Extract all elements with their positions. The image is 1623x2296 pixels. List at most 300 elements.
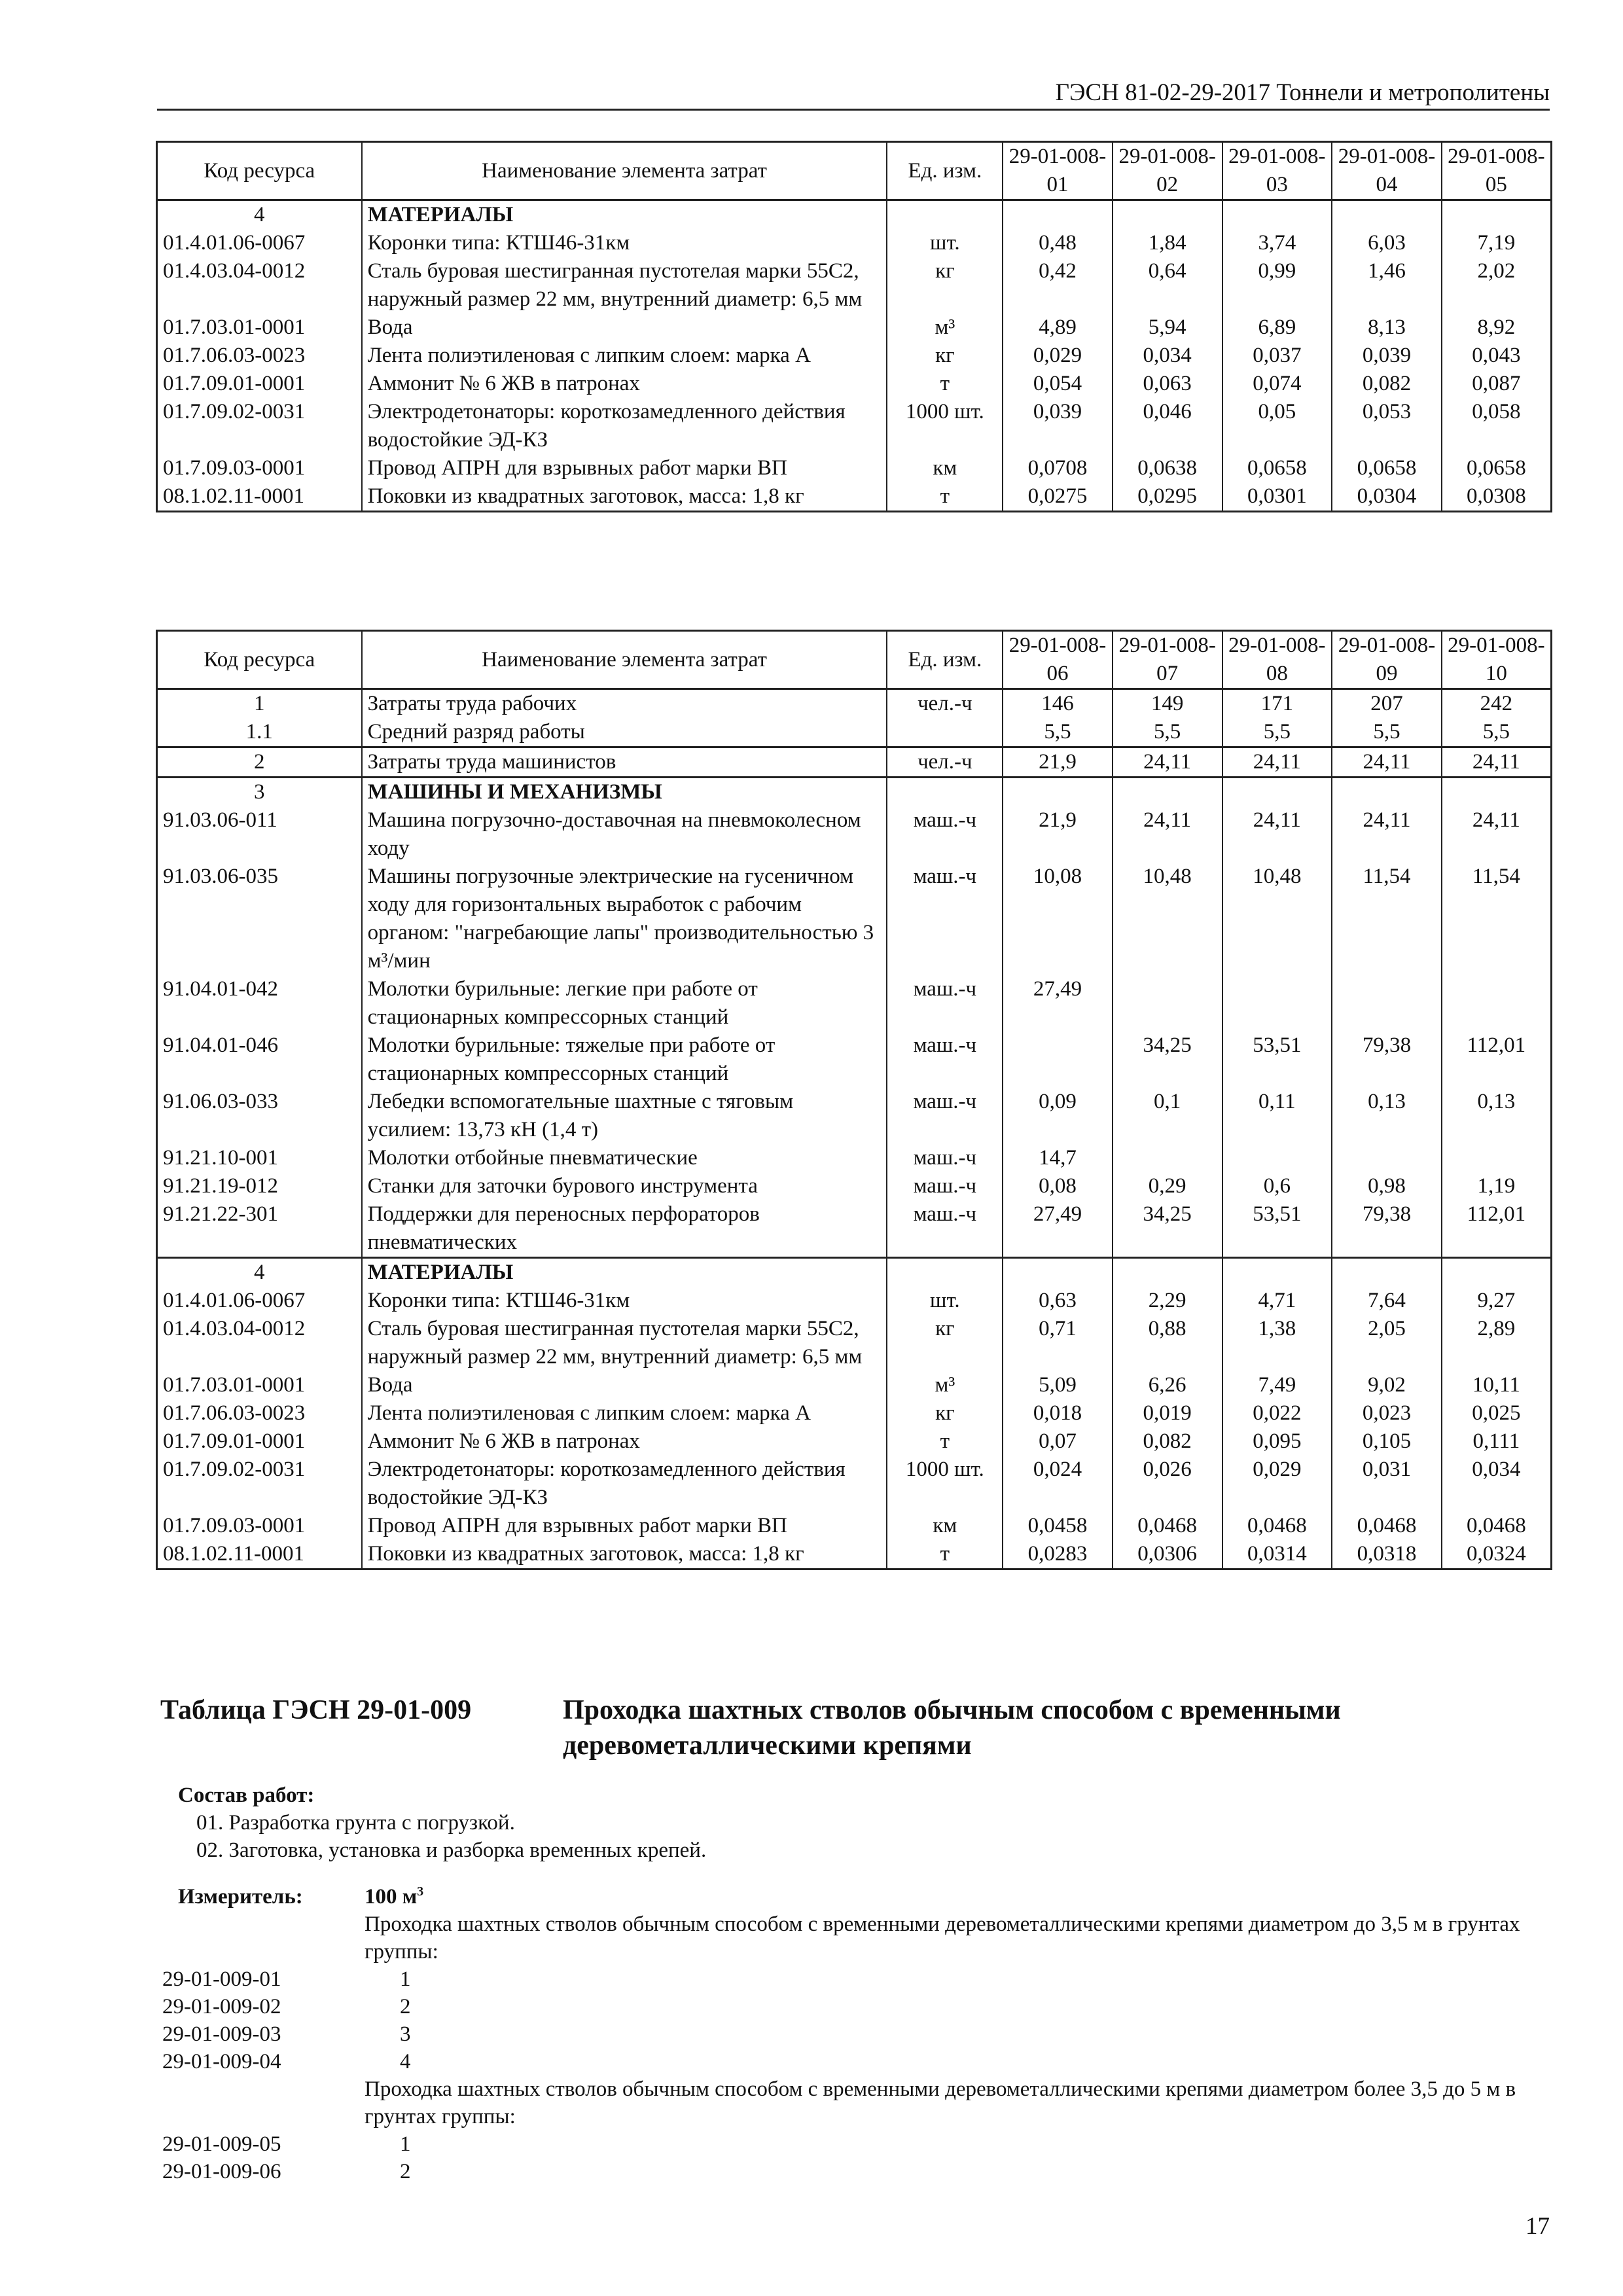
table-row: [157, 1315, 1552, 1371]
resource-unit: м³: [887, 1371, 1003, 1399]
resource-code: 01.7.09.01-0001: [157, 370, 362, 398]
norm-value: [1113, 200, 1222, 230]
resource-name: Аммонит № 6 ЖВ в патронах: [362, 370, 887, 398]
norm-value: 4,71: [1222, 1287, 1332, 1315]
norm-value: 1,84: [1113, 229, 1222, 257]
resource-name: Вода: [362, 1371, 887, 1399]
table-row: [157, 1200, 1552, 1258]
norm-value: 21,9: [1003, 747, 1113, 778]
norm-value: 10,11: [1442, 1371, 1552, 1399]
resource-name: Электродетонаторы: короткозамедленного действия водостойкие ЭД-КЗ: [362, 398, 887, 454]
table-row: [157, 229, 1552, 257]
measure-label: Измеритель:: [178, 1885, 303, 1909]
resource-code: 01.4.01.06-0067: [157, 229, 362, 257]
norm-value: 0,054: [1003, 370, 1113, 398]
norm-value: 0,0308: [1442, 482, 1552, 512]
resource-code: 91.21.19-012: [157, 1172, 362, 1200]
resource-unit: маш.-ч: [887, 1088, 1003, 1144]
norm-value: 0,026: [1113, 1456, 1222, 1512]
norm-value: 0,0468: [1113, 1512, 1222, 1540]
norm-value: 0,0658: [1222, 454, 1332, 482]
resource-name: Коронки типа: КТШ46-31км: [362, 1287, 887, 1315]
resource-unit: маш.-ч: [887, 1200, 1003, 1258]
resource-unit: кг: [887, 1399, 1003, 1427]
norm-value: [1113, 1144, 1222, 1172]
norm-value: 242: [1442, 689, 1552, 719]
table-header-row: [157, 142, 1552, 200]
norm-value: [1003, 1258, 1113, 1287]
resource-code: 01.7.09.03-0001: [157, 1512, 362, 1540]
norm-value: 0,08: [1003, 1172, 1113, 1200]
norm-value: 0,63: [1003, 1287, 1113, 1315]
resource-code: 91.21.22-301: [157, 1200, 362, 1258]
norm-value: 34,25: [1113, 1031, 1222, 1088]
resource-code: 91.04.01-046: [157, 1031, 362, 1088]
norm-value: 27,49: [1003, 975, 1113, 1031]
norm-value: 79,38: [1332, 1200, 1442, 1258]
norm-value: 207: [1332, 689, 1442, 719]
norm-value: 24,11: [1442, 806, 1552, 863]
norm-value: 0,0658: [1442, 454, 1552, 482]
norm-value: 0,0301: [1222, 482, 1332, 512]
norm-code: 29-01-009-04: [162, 2050, 281, 2073]
resource-unit: маш.-ч: [887, 806, 1003, 863]
norm-value: 0,111: [1442, 1427, 1552, 1456]
table-row: [157, 1088, 1552, 1144]
norm-value: 0,063: [1113, 370, 1222, 398]
resource-code: 01.4.03.04-0012: [157, 1315, 362, 1371]
page-number: 17: [1525, 2213, 1550, 2240]
norm-value: [1332, 200, 1442, 230]
norm-value: 0,07: [1003, 1427, 1113, 1456]
norm-value: 2,29: [1113, 1287, 1222, 1315]
norm-value: 1,38: [1222, 1315, 1332, 1371]
norm-value: [1332, 1258, 1442, 1287]
resource-name: МАТЕРИАЛЫ: [362, 200, 887, 230]
col-norm-header: 29-01-008-08: [1222, 631, 1332, 689]
resource-name: Поддержки для переносных перфораторов пневматических: [362, 1200, 887, 1258]
table-row: [157, 1512, 1552, 1540]
resource-name: Лебедки вспомогательные шахтные с тяговым усилием: 13,73 кН (1,4 т): [362, 1088, 887, 1144]
norm-value: [1113, 975, 1222, 1031]
col-norm-header: 29-01-008-02: [1113, 142, 1222, 200]
resource-name: Поковки из квадратных заготовок, масса: 1,8 кг: [362, 1540, 887, 1570]
norm-value: 0,11: [1222, 1088, 1332, 1144]
norm-value: 0,082: [1113, 1427, 1222, 1456]
resource-unit: кг: [887, 342, 1003, 370]
col-name-header: Наименование элемента затрат: [362, 631, 887, 689]
norm-value: 5,5: [1442, 718, 1552, 747]
table-row: [157, 1540, 1552, 1570]
soil-group: 1: [400, 2132, 411, 2156]
norm-value: 9,27: [1442, 1287, 1552, 1315]
table-title-text: Проходка шахтных стволов обычным способом с временными деревометаллическими крепями: [563, 1695, 1341, 1761]
norm-value: 24,11: [1222, 747, 1332, 778]
norm-value: 9,02: [1332, 1371, 1442, 1399]
norm-value: 7,49: [1222, 1371, 1332, 1399]
resource-name: Электродетонаторы: короткозамедленного действия водостойкие ЭД-КЗ: [362, 1456, 887, 1512]
resource-unit: [887, 718, 1003, 747]
norm-value: 0,058: [1442, 398, 1552, 454]
norm-value: [1222, 778, 1332, 807]
resource-unit: т: [887, 1540, 1003, 1570]
norm-value: 0,095: [1222, 1427, 1332, 1456]
norm-value: 0,037: [1222, 342, 1332, 370]
table-row: [157, 398, 1552, 454]
norm-value: 0,0658: [1332, 454, 1442, 482]
table-row: [157, 747, 1552, 778]
resource-table-1: [156, 141, 1552, 512]
norm-value: 0,0295: [1113, 482, 1222, 512]
norm-value: 24,11: [1442, 747, 1552, 778]
norm-value: 1,46: [1332, 257, 1442, 314]
norm-value: 6,26: [1113, 1371, 1222, 1399]
norm-value: 0,0275: [1003, 482, 1113, 512]
table-row: [157, 314, 1552, 342]
norm-value: 21,9: [1003, 806, 1113, 863]
norm-value: 0,082: [1332, 370, 1442, 398]
resource-name: Молотки отбойные пневматические: [362, 1144, 887, 1172]
norm-value: 0,046: [1113, 398, 1222, 454]
resource-code: 4: [157, 200, 362, 230]
table-row: [157, 1427, 1552, 1456]
norm-value: 6,03: [1332, 229, 1442, 257]
norm-code: 29-01-009-05: [162, 2132, 281, 2156]
norm-value: 53,51: [1222, 1031, 1332, 1088]
norm-value: 112,01: [1442, 1031, 1552, 1088]
measure-description: Проходка шахтных стволов обычным способом с временными деревометаллическими крепями диаметром до 3,5 м в грунтах группы:: [365, 1912, 1520, 1964]
norm-value: 10,48: [1222, 863, 1332, 975]
norm-value: 3,74: [1222, 229, 1332, 257]
resource-code: 1.1: [157, 718, 362, 747]
norm-value: 0,074: [1222, 370, 1332, 398]
resource-name: Коронки типа: КТШ46-31км: [362, 229, 887, 257]
norm-value: 5,94: [1113, 314, 1222, 342]
table-row: [157, 1031, 1552, 1088]
norm-value: 0,0314: [1222, 1540, 1332, 1570]
norm-value: 0,031: [1332, 1456, 1442, 1512]
norm-value: 11,54: [1332, 863, 1442, 975]
norm-value: [1003, 778, 1113, 807]
norm-code: 29-01-009-06: [162, 2160, 281, 2183]
table-row: [157, 1371, 1552, 1399]
resource-name: Станки для заточки бурового инструмента: [362, 1172, 887, 1200]
norm-value: 8,13: [1332, 314, 1442, 342]
resource-unit: шт.: [887, 229, 1003, 257]
norm-value: 0,018: [1003, 1399, 1113, 1427]
norm-value: 171: [1222, 689, 1332, 719]
resource-unit: маш.-ч: [887, 1031, 1003, 1088]
norm-value: 27,49: [1003, 1200, 1113, 1258]
norm-value: 0,0468: [1332, 1512, 1442, 1540]
table-row: [157, 863, 1552, 975]
resource-code: 01.7.09.01-0001: [157, 1427, 362, 1456]
norm-value: 0,0283: [1003, 1540, 1113, 1570]
norm-value: 1,19: [1442, 1172, 1552, 1200]
table-row: [157, 1287, 1552, 1315]
norm-value: 24,11: [1113, 806, 1222, 863]
norm-value: 2,89: [1442, 1315, 1552, 1371]
norm-value: 34,25: [1113, 1200, 1222, 1258]
norm-value: [1332, 778, 1442, 807]
resource-unit: [887, 200, 1003, 230]
table-row: [157, 1144, 1552, 1172]
norm-value: 8,92: [1442, 314, 1552, 342]
norm-code: 29-01-009-03: [162, 2022, 281, 2046]
norm-value: 0,0304: [1332, 482, 1442, 512]
norm-value: 10,48: [1113, 863, 1222, 975]
norm-value: [1003, 200, 1113, 230]
norm-value: 0,029: [1222, 1456, 1332, 1512]
table-row: [157, 454, 1552, 482]
resource-code: 01.7.03.01-0001: [157, 1371, 362, 1399]
col-norm-header: 29-01-008-03: [1222, 142, 1332, 200]
resource-code: 91.03.06-035: [157, 863, 362, 975]
norm-value: 14,7: [1003, 1144, 1113, 1172]
resource-code: 01.7.09.02-0031: [157, 398, 362, 454]
resource-name: Провод АПРН для взрывных работ марки ВП: [362, 1512, 887, 1540]
resource-name: Машина погрузочно-доставочная на пневмоколесном ходу: [362, 806, 887, 863]
norm-value: [1332, 975, 1442, 1031]
soil-group: 2: [400, 2160, 411, 2183]
resource-code: 2: [157, 747, 362, 778]
norm-value: [1222, 1144, 1332, 1172]
norm-value: 0,13: [1442, 1088, 1552, 1144]
norm-value: 6,89: [1222, 314, 1332, 342]
resource-name: Сталь буровая шестигранная пустотелая марки 55С2, наружный размер 22 мм, внутренний диаметр: 6,5 мм: [362, 257, 887, 314]
resource-code: 01.7.09.03-0001: [157, 454, 362, 482]
norm-value: 5,5: [1003, 718, 1113, 747]
works-heading: Состав работ:: [178, 1784, 315, 1807]
resource-unit: [887, 1258, 1003, 1287]
table-row: [157, 257, 1552, 314]
norm-value: 0,024: [1003, 1456, 1113, 1512]
norm-value: 0,105: [1332, 1427, 1442, 1456]
resource-unit: маш.-ч: [887, 1144, 1003, 1172]
norm-value: [1222, 975, 1332, 1031]
resource-name: Машины погрузочные электрические на гусеничном ходу для горизонтальных выработок с рабочим органом: "нагребающие лапы" производительностью 3 м³/мин: [362, 863, 887, 975]
table-header-row: [157, 631, 1552, 689]
works-item: 01. Разработка грунта с погрузкой.: [196, 1811, 515, 1835]
resource-code: 91.04.01-042: [157, 975, 362, 1031]
col-code-header: Код ресурса: [157, 631, 362, 689]
norm-value: 79,38: [1332, 1031, 1442, 1088]
resource-unit: 1000 шт.: [887, 398, 1003, 454]
resource-unit: чел.-ч: [887, 747, 1003, 778]
norm-value: [1332, 1144, 1442, 1172]
norm-value: [1003, 1031, 1113, 1088]
norm-value: 0,0708: [1003, 454, 1113, 482]
norm-value: 0,025: [1442, 1399, 1552, 1427]
resource-name: Лента полиэтиленовая с липким слоем: марка А: [362, 342, 887, 370]
norm-code: 29-01-009-02: [162, 1995, 281, 2018]
col-code-header: Код ресурса: [157, 142, 362, 200]
resource-name: Средний разряд работы: [362, 718, 887, 747]
norm-value: 0,034: [1442, 1456, 1552, 1512]
norm-value: 0,0458: [1003, 1512, 1113, 1540]
table-row: [157, 1399, 1552, 1427]
soil-group: 2: [400, 1995, 411, 2018]
norm-value: 24,11: [1332, 806, 1442, 863]
norm-value: 0,1: [1113, 1088, 1222, 1144]
resource-name: Лента полиэтиленовая с липким слоем: марка А: [362, 1399, 887, 1427]
norm-value: 149: [1113, 689, 1222, 719]
norm-value: 24,11: [1113, 747, 1222, 778]
norm-value: 53,51: [1222, 1200, 1332, 1258]
norm-value: 146: [1003, 689, 1113, 719]
norm-value: 0,71: [1003, 1315, 1113, 1371]
norm-value: 0,0468: [1222, 1512, 1332, 1540]
norm-value: 0,42: [1003, 257, 1113, 314]
col-norm-header: 29-01-008-09: [1332, 631, 1442, 689]
norm-value: 0,043: [1442, 342, 1552, 370]
resource-code: 1: [157, 689, 362, 719]
resource-name: МАТЕРИАЛЫ: [362, 1258, 887, 1287]
resource-code: 01.7.09.02-0031: [157, 1456, 362, 1512]
norm-value: [1442, 1144, 1552, 1172]
resource-name: МАШИНЫ И МЕХАНИЗМЫ: [362, 778, 887, 807]
norm-value: 0,0318: [1332, 1540, 1442, 1570]
measure-description: Проходка шахтных стволов обычным способом с временными деревометаллическими крепями диаметром более 3,5 до 5 м в грунтах группы:: [365, 2077, 1516, 2128]
resource-code: 91.06.03-033: [157, 1088, 362, 1144]
col-norm-header: 29-01-008-05: [1442, 142, 1552, 200]
soil-group: 3: [400, 2022, 411, 2046]
resource-code: 01.7.03.01-0001: [157, 314, 362, 342]
table-row: [157, 975, 1552, 1031]
resource-unit: маш.-ч: [887, 863, 1003, 975]
norm-value: [1222, 200, 1332, 230]
table-row: [157, 718, 1552, 747]
resource-code: 3: [157, 778, 362, 807]
resource-code: 01.4.03.04-0012: [157, 257, 362, 314]
running-header: ГЭСН 81-02-29-2017 Тоннели и метрополитены: [157, 77, 1550, 111]
resource-unit: 1000 шт.: [887, 1456, 1003, 1512]
norm-value: [1113, 1258, 1222, 1287]
section-row: [157, 1258, 1552, 1287]
norm-value: 0,087: [1442, 370, 1552, 398]
norm-value: 0,053: [1332, 398, 1442, 454]
soil-group: 1: [400, 1967, 411, 1991]
norm-value: 0,0638: [1113, 454, 1222, 482]
norm-value: 0,0306: [1113, 1540, 1222, 1570]
resource-unit: [887, 778, 1003, 807]
resource-code: 91.21.10-001: [157, 1144, 362, 1172]
resource-unit: кг: [887, 257, 1003, 314]
table-row: [157, 370, 1552, 398]
section-row: [157, 200, 1552, 230]
resource-unit: маш.-ч: [887, 1172, 1003, 1200]
col-unit-header: Ед. изм.: [887, 142, 1003, 200]
resource-unit: км: [887, 454, 1003, 482]
col-norm-header: 29-01-008-07: [1113, 631, 1222, 689]
norm-value: 0,0468: [1442, 1512, 1552, 1540]
norm-value: 24,11: [1222, 806, 1332, 863]
resource-unit: т: [887, 370, 1003, 398]
norm-value: 11,54: [1442, 863, 1552, 975]
resource-code: 08.1.02.11-0001: [157, 482, 362, 512]
norm-value: 0,99: [1222, 257, 1332, 314]
resource-name: Аммонит № 6 ЖВ в патронах: [362, 1427, 887, 1456]
norm-value: 0,29: [1113, 1172, 1222, 1200]
resource-unit: чел.-ч: [887, 689, 1003, 719]
norm-code: 29-01-009-01: [162, 1967, 281, 1991]
resource-name: Провод АПРН для взрывных работ марки ВП: [362, 454, 887, 482]
resource-name: Затраты труда машинистов: [362, 747, 887, 778]
norm-value: 0,022: [1222, 1399, 1332, 1427]
table-row: [157, 689, 1552, 719]
resource-name: Сталь буровая шестигранная пустотелая марки 55С2, наружный размер 22 мм, внутренний диаметр: 6,5 мм: [362, 1315, 887, 1371]
soil-group: 4: [400, 2050, 411, 2073]
norm-value: 0,023: [1332, 1399, 1442, 1427]
norm-value: 5,5: [1113, 718, 1222, 747]
resource-unit: т: [887, 1427, 1003, 1456]
resource-unit: км: [887, 1512, 1003, 1540]
col-norm-header: 29-01-008-04: [1332, 142, 1442, 200]
norm-value: 0,48: [1003, 229, 1113, 257]
resource-name: Вода: [362, 314, 887, 342]
works-item: 02. Заготовка, установка и разборка временных крепей.: [196, 1839, 707, 1862]
col-norm-header: 29-01-008-06: [1003, 631, 1113, 689]
norm-value: 0,0324: [1442, 1540, 1552, 1570]
resource-unit: т: [887, 482, 1003, 512]
resource-code: 01.4.01.06-0067: [157, 1287, 362, 1315]
norm-value: [1442, 975, 1552, 1031]
resource-code: 91.03.06-011: [157, 806, 362, 863]
resource-unit: м³: [887, 314, 1003, 342]
resource-unit: маш.-ч: [887, 975, 1003, 1031]
norm-value: 0,034: [1113, 342, 1222, 370]
norm-value: 0,05: [1222, 398, 1332, 454]
norm-value: [1442, 200, 1552, 230]
norm-value: 5,5: [1332, 718, 1442, 747]
resource-name: Молотки бурильные: тяжелые при работе от стационарных компрессорных станций: [362, 1031, 887, 1088]
resource-code: 4: [157, 1258, 362, 1287]
norm-value: 7,64: [1332, 1287, 1442, 1315]
norm-value: 24,11: [1332, 747, 1442, 778]
norm-value: [1442, 1258, 1552, 1287]
norm-value: 0,64: [1113, 257, 1222, 314]
table-row: [157, 482, 1552, 512]
norm-value: 0,6: [1222, 1172, 1332, 1200]
table-row: [157, 806, 1552, 863]
resource-code: 08.1.02.11-0001: [157, 1540, 362, 1570]
norm-value: 0,019: [1113, 1399, 1222, 1427]
table-title-label: Таблица ГЭСН 29-01-009: [160, 1695, 472, 1725]
norm-value: 10,08: [1003, 863, 1113, 975]
table-row: [157, 342, 1552, 370]
section-row: [157, 778, 1552, 807]
norm-value: [1442, 778, 1552, 807]
resource-unit: шт.: [887, 1287, 1003, 1315]
col-norm-header: 29-01-008-10: [1442, 631, 1552, 689]
norm-value: 0,029: [1003, 342, 1113, 370]
norm-value: 5,09: [1003, 1371, 1113, 1399]
resource-code: 01.7.06.03-0023: [157, 1399, 362, 1427]
resource-name: Молотки бурильные: легкие при работе от стационарных компрессорных станций: [362, 975, 887, 1031]
measure-value: 100 $м^3$: [365, 1884, 424, 1909]
table-row: [157, 1172, 1552, 1200]
norm-value: 0,09: [1003, 1088, 1113, 1144]
norm-value: 0,88: [1113, 1315, 1222, 1371]
norm-value: [1222, 1258, 1332, 1287]
resource-table-2: [156, 630, 1552, 1570]
norm-value: 0,039: [1332, 342, 1442, 370]
norm-value: 0,039: [1003, 398, 1113, 454]
norm-value: 2,05: [1332, 1315, 1442, 1371]
resource-code: 01.7.06.03-0023: [157, 342, 362, 370]
resource-name: Поковки из квадратных заготовок, масса: 1,8 кг: [362, 482, 887, 512]
table-row: [157, 1456, 1552, 1512]
